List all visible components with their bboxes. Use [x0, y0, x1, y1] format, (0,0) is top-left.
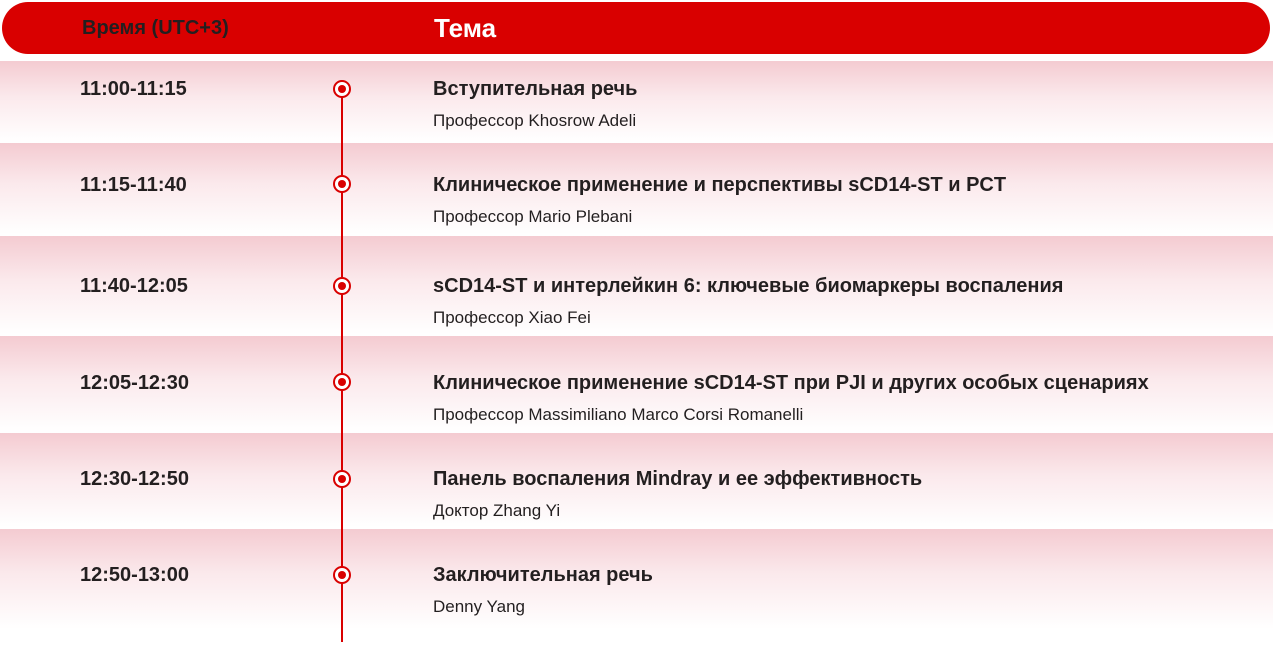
timeline-line	[341, 90, 343, 642]
timeline-dot-icon	[333, 80, 351, 98]
row-title: sCD14-ST и интерлейкин 6: ключевые биомаркеры воспаления	[433, 275, 1064, 297]
schedule-row	[0, 433, 1273, 527]
row-speaker: Профессор Xiao Fei	[433, 308, 591, 327]
row-time: 12:50-13:00	[80, 564, 189, 586]
row-speaker: Профессор Mario Plebani	[433, 207, 633, 226]
row-title: Панель воспаления Mindray и ее эффективность	[433, 468, 923, 490]
timeline-dot-icon	[333, 470, 351, 488]
row-title: Клиническое применение sCD14-ST при PJI и других особых сценариях	[433, 372, 1149, 394]
row-time: 12:05-12:30	[80, 372, 189, 394]
timeline-dot-icon	[333, 277, 351, 295]
row-speaker: Denny Yang	[433, 597, 525, 616]
row-speaker: Доктор Zhang Yi	[433, 501, 561, 520]
row-title: Вступительная речь	[433, 78, 638, 100]
schedule-row	[0, 61, 1273, 141]
header-time: Время (UTC+3)	[82, 17, 229, 39]
timeline-dot-icon	[333, 566, 351, 584]
row-time: 11:15-11:40	[80, 174, 187, 196]
row-speaker: Профессор Massimiliano Marco Corsi Romanelli	[433, 405, 804, 424]
schedule-row	[0, 236, 1273, 334]
timeline-dot-icon	[333, 373, 351, 391]
row-title: Клиническое применение и перспективы sCD14-ST и PCT	[433, 174, 1007, 196]
schedule-row	[0, 529, 1273, 629]
schedule-row	[0, 143, 1273, 234]
schedule-header	[2, 2, 1270, 54]
row-time: 12:30-12:50	[80, 468, 189, 490]
schedule-row	[0, 336, 1273, 431]
row-time: 11:40-12:05	[80, 275, 188, 297]
row-time: 11:00-11:15	[80, 78, 187, 100]
row-speaker: Профессор Khosrow Adeli	[433, 111, 637, 130]
timeline-dot-icon	[333, 175, 351, 193]
row-title: Заключительная речь	[433, 564, 653, 586]
header-topic: Тема	[434, 13, 497, 43]
